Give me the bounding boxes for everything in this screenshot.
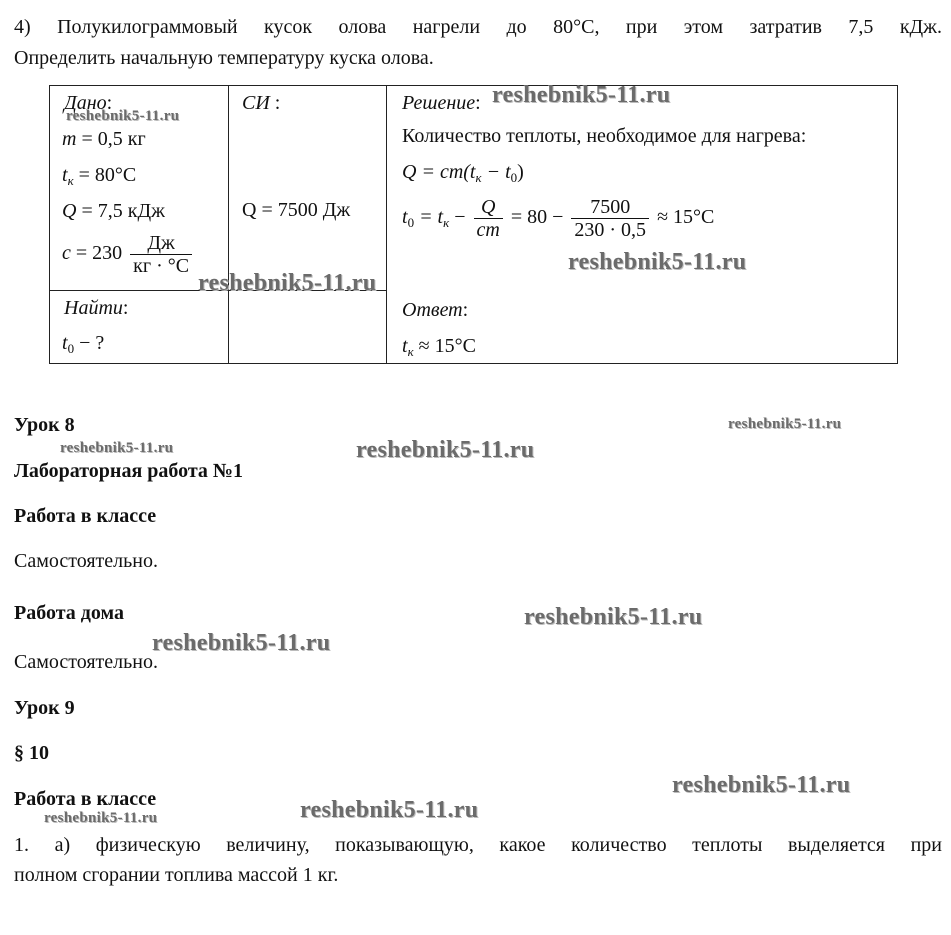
heading-lesson-9: Урок 9 — [14, 697, 75, 719]
text-independent-2: Самостоятельно. — [14, 651, 158, 673]
heading-lab-work: Лабораторная работа №1 — [14, 460, 244, 482]
watermark: reshebnik5-11.ru — [672, 772, 851, 798]
si-value: Q = 7500 Дж — [242, 199, 351, 221]
fraction-q-over-cm: $\frac{Q}{cm}$ — [474, 196, 503, 241]
watermark: reshebnik5-11.ru — [492, 82, 671, 108]
text-independent-1: Самостоятельно. — [14, 550, 158, 572]
specific-heat-unit: $\frac{Дж}{кг \cdot ^\circ С}$ — [130, 232, 192, 277]
watermark: reshebnik5-11.ru — [356, 437, 535, 463]
watermark: reshebnik5-11.ru — [568, 249, 747, 275]
watermark: reshebnik5-11.ru — [66, 108, 180, 124]
formula-initial-temp: $t_0 = t_к$ − $\frac{Q}{cm}$ = 80 − $\frac{7500}{230 \cdot 0,5}$ ≈ 15°С — [402, 196, 715, 241]
given-specific-heat: c = 230 $\frac{Дж}{кг \cdot ^\circ С}$ — [62, 232, 195, 277]
fraction-numeric: $\frac{7500}{230 \cdot 0,5}$ — [571, 196, 649, 241]
find-header: Найти: — [64, 297, 129, 319]
given-heat: Q = 7,5 кДж — [62, 200, 165, 222]
formula-heat: $Q = cm(t_к - t_0)$ — [402, 161, 524, 185]
solution-text: Количество теплоты, необходимое для нагрева: — [402, 125, 807, 147]
watermark: reshebnik5-11.ru — [300, 797, 479, 823]
answer-1-line-2: полном сгорании топлива массой 1 кг. — [14, 864, 339, 886]
watermark: reshebnik5-11.ru — [728, 416, 842, 432]
heading-paragraph-10: § 10 — [14, 742, 49, 764]
problem-line-1: 4) Полукилограммовый кусок олова нагрели до 80°С, при этом затратив 7,5 кДж. — [14, 16, 942, 38]
answer-1 — [14, 830, 942, 890]
watermark: reshebnik5-11.ru — [152, 630, 331, 656]
watermark: reshebnik5-11.ru — [60, 440, 174, 456]
heading-class-work-2: Работа в классе — [14, 788, 157, 810]
answer-header: Ответ: — [402, 299, 469, 321]
heading-home-work: Работа дома — [14, 602, 124, 624]
given-header: Дано: — [64, 92, 113, 114]
solution-table — [49, 85, 898, 364]
find-value: $t_0$ − ? — [62, 332, 105, 356]
heading-class-work: Работа в классе — [14, 505, 157, 527]
given-final-temp: $t_к = 80^\circ С$ — [62, 164, 137, 188]
watermark: reshebnik5-11.ru — [524, 604, 703, 630]
table-divider-given-si — [228, 86, 229, 363]
problem-statement — [14, 12, 942, 74]
heading-lesson-8: Урок 8 — [14, 414, 75, 436]
watermark: reshebnik5-11.ru — [44, 810, 158, 826]
solution-header: Решение: — [402, 92, 481, 114]
given-mass: m = 0,5 кг — [62, 128, 146, 150]
answer-1-line-1: 1. а) физическую величину, показывающую, какое количество теплоты выделяется при — [14, 834, 942, 856]
table-divider-si-solution — [386, 86, 387, 363]
problem-line-2: Определить начальную температуру куска олова. — [14, 47, 434, 69]
watermark: reshebnik5-11.ru — [198, 270, 377, 296]
si-header: СИ : — [242, 92, 281, 114]
answer-value: $t_к \approx 15^\circ С$ — [402, 335, 476, 359]
